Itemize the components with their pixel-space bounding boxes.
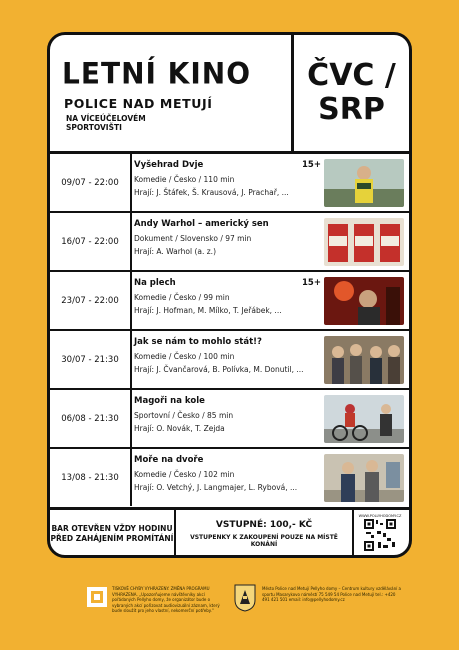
film-thumbnail [324,336,404,384]
film-genre: Komedie / Česko / 100 min [134,352,235,361]
film-thumbnail [324,218,404,266]
disclaimer-text: TISKOVÉ CHYBY VYHRAZENY. ZMĚNA PROGRAMU VYHRAZENA. „Upozorňujeme návštěvníky akcí pořádaných Pellyho domy, že organizátor bude o vybraných akcí pořizovat audiovizuální záznam, který bude sloužit pro jeho vlastní, nekomerční potřeby.“ [112,586,220,613]
age-rating: 15+ [302,160,321,170]
address-text: Město Police nad Metují Pellyho domy – Centrum kultury vzdělávání a sportu Masarykovo náměstí 75 549 54 Police nad Metují tel.: +420 491 421 501 email: info@pellyhodomy.cz [262,586,401,602]
header [50,35,409,154]
organizer-label: ČVC / SRP [307,58,396,127]
film-genre: Sportovní / Česko / 85 min [134,411,234,420]
venue-label: NA VÍCEÚČELOVÉM SPORTOVIŠTI [66,114,146,132]
film-title: Jak se nám to mohlo stát!? [134,337,262,347]
film-row [50,331,409,390]
film-cast: Hrají: J. Hofman, M. Mílko, T. Jeřábek, ... [134,306,282,315]
program-card [47,32,412,558]
film-title: Moře na dvoře [134,455,204,465]
film-row [50,154,409,213]
ticket-price: VSTUPNÉ: 100,- KČ [215,520,313,530]
film-thumbnail [324,454,404,502]
film-date: 30/07 - 21:30 [50,331,132,388]
film-info [134,278,314,317]
film-cast: Hrají: O. Novák, T. Zejda [134,424,225,433]
film-date: 09/07 - 22:00 [50,154,132,211]
film-title: Andy Warhol – americký sen [134,219,269,229]
film-row [50,449,409,506]
film-title: Na plech [134,278,176,288]
town-crest-icon [234,584,256,612]
page-title: LETNÍ KINO [62,56,252,91]
film-cast: Hrají: A. Warhol (a. z.) [134,247,216,256]
film-genre: Komedie / Česko / 102 min [134,470,235,479]
ticket-note: VSTUPENKY K ZAKOUPENÍ POUZE NA MÍSTĚ KONÁNÍ [190,534,338,548]
ticket-block [176,510,354,558]
film-date: 06/08 - 21:30 [50,390,132,447]
film-title: Magoři na kole [134,396,205,406]
film-date: 23/07 - 22:00 [50,272,132,329]
footer-info [50,507,409,558]
film-cast: Hrají: O. Vetchý, J. Langmajer, L. Rybová, ... [134,483,298,492]
film-row [50,272,409,331]
film-info [134,160,314,199]
film-info [134,455,314,494]
film-genre: Komedie / Česko / 110 min [134,175,235,184]
page-footer [0,578,459,650]
film-list [50,154,409,506]
qr-code-icon [363,518,397,552]
film-genre: Komedie / Česko / 99 min [134,293,230,302]
town-subtitle: POLICE NAD METUJÍ [64,96,213,111]
film-cast: Hrají: J. Štáfek, Š. Krausová, J. Prachař, ... [134,188,289,197]
film-cast: Hrají: J. Čvančarová, B. Polívka, M. Donutil, ... [134,365,304,374]
film-row [50,213,409,272]
film-date: 13/08 - 21:30 [50,449,132,506]
organizer-block [294,35,409,151]
bar-notice: BAR OTEVŘEN VŽDY HODINU PŘED ZAHÁJENÍM PROMÍTÁNÍ [50,510,176,558]
title-block [50,35,294,151]
film-thumbnail [324,277,404,325]
film-info [134,219,314,258]
film-date: 16/07 - 22:00 [50,213,132,270]
film-row [50,390,409,449]
pellyho-domy-logo-icon [86,586,108,608]
film-info [134,337,314,376]
film-thumbnail [324,159,404,207]
qr-block [356,514,404,554]
age-rating: 15+ [302,278,321,288]
qr-caption: WWW.POLLYHODOMY.CZ [358,514,402,518]
film-info [134,396,314,435]
film-title: Vyšehrad Dvje [134,160,204,170]
film-genre: Dokument / Slovensko / 97 min [134,234,252,243]
film-thumbnail [324,395,404,443]
